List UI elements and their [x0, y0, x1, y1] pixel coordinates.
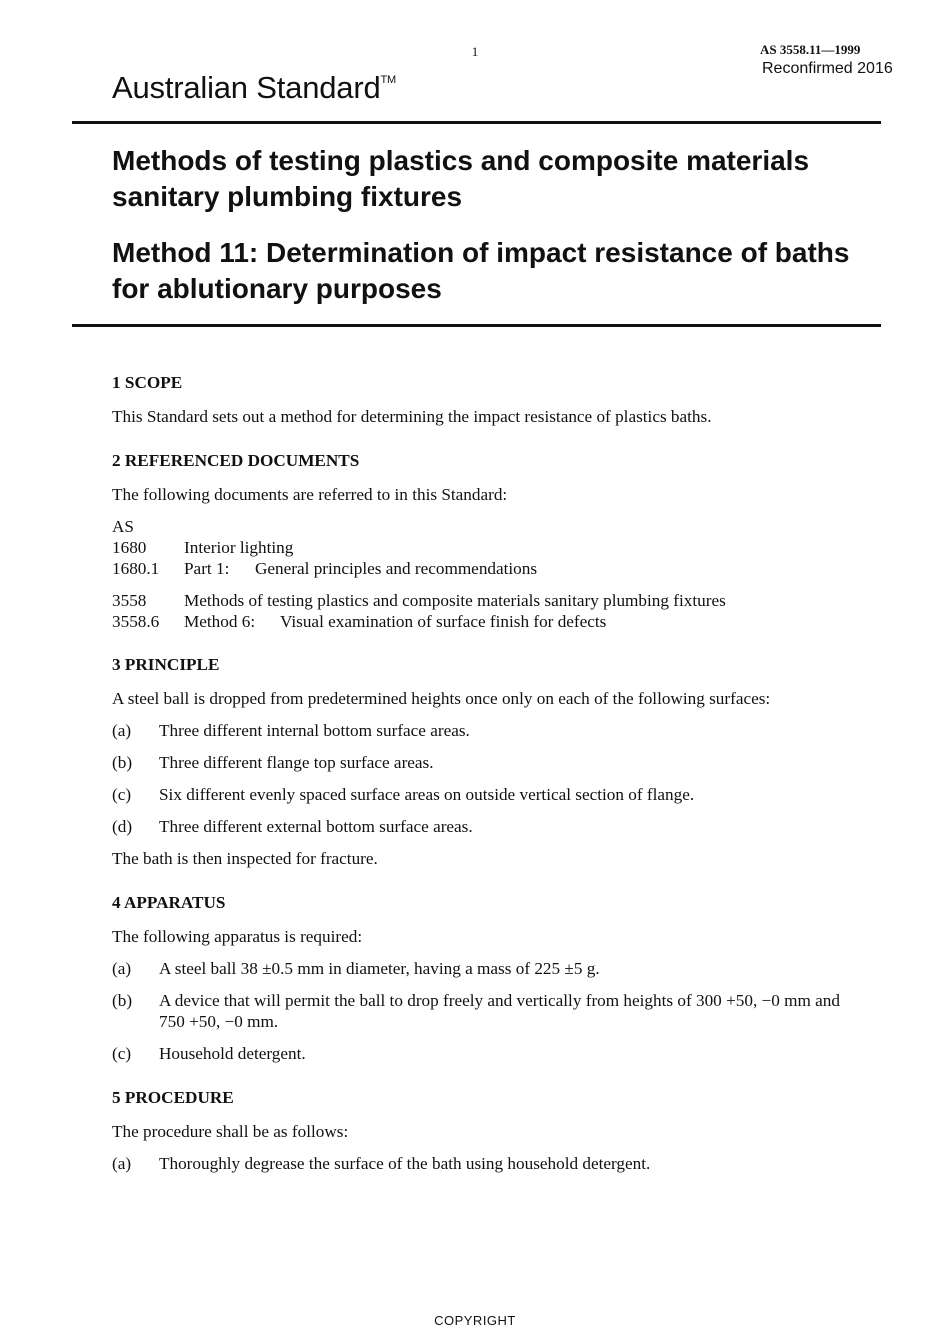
list-item-text: Three different flange top surface areas.: [159, 753, 434, 772]
list-item: [112, 720, 840, 741]
reference-title: Interior lighting: [184, 538, 294, 557]
list-item-text: Thoroughly degrease the surface of the bath using household detergent.: [159, 1154, 651, 1173]
list-item-label: (a): [112, 959, 132, 978]
scope-text: This Standard sets out a method for determining the impact resistance of plastics baths.: [112, 407, 712, 426]
list-item-text: Three different internal bottom surface areas.: [159, 721, 470, 740]
top-divider: [72, 121, 881, 124]
list-item-label: (a): [112, 1154, 132, 1173]
reference-row: [112, 537, 840, 558]
list-item: [112, 990, 840, 1032]
reference-row: [112, 611, 840, 632]
reference-row: [112, 558, 840, 579]
method-title: Method 11: Determination of impact resistance of baths for ablutionary purposes: [112, 237, 850, 304]
reference-title: Visual examination of surface finish for defects: [280, 612, 607, 631]
reference-prefix: AS: [112, 517, 134, 536]
list-item: [112, 784, 840, 805]
reference-part: Method 6:: [184, 612, 256, 631]
reference-title: Methods of testing plastics and composite materials sanitary plumbing fixtures: [184, 591, 726, 610]
list-item-label: (c): [112, 785, 132, 804]
brand-title: [112, 70, 396, 106]
trademark-mark: TM: [380, 73, 396, 86]
referenced-intro: The following documents are referred to in this Standard:: [112, 485, 508, 504]
reference-code: 3558.6: [112, 612, 160, 631]
reconfirmed-note: Reconfirmed 2016: [762, 60, 893, 77]
list-item: [112, 752, 840, 773]
section-heading-referenced: 2 REFERENCED DOCUMENTS: [112, 451, 360, 470]
list-item-text: A steel ball 38 ±0.5 mm in diameter, having a mass of 225 ±5 g.: [159, 959, 600, 978]
list-item-text: Household detergent.: [159, 1044, 306, 1063]
procedure-intro: The procedure shall be as follows:: [112, 1122, 349, 1141]
document-body: [112, 372, 840, 1185]
title-divider: [72, 324, 881, 327]
reference-list: [112, 516, 840, 632]
list-item: [112, 1153, 840, 1174]
standard-number: AS 3558.11—1999: [760, 42, 861, 57]
list-item: [112, 816, 840, 837]
reference-code: 3558: [112, 591, 147, 610]
copyright-notice: COPYRIGHT: [434, 1313, 516, 1328]
page-number: 1: [471, 44, 479, 59]
section-heading-apparatus: 4 APPARATUS: [112, 893, 226, 912]
list-item: [112, 958, 840, 979]
list-item-text: Three different external bottom surface areas.: [159, 817, 473, 836]
section-heading-scope: 1 SCOPE: [112, 373, 183, 392]
apparatus-intro: The following apparatus is required:: [112, 927, 363, 946]
list-item-text: Six different evenly spaced surface areas on outside vertical section of flange.: [159, 785, 695, 804]
document-title: Methods of testing plastics and composite materials sanitary plumbing fixtures: [112, 145, 810, 212]
section-heading-principle: 3 PRINCIPLE: [112, 655, 220, 674]
reference-row: [112, 590, 840, 611]
list-item-label: (a): [112, 721, 132, 740]
list-item: [112, 1043, 840, 1064]
list-item-label: (b): [112, 991, 133, 1010]
brand-name: Australian Standard: [112, 70, 381, 105]
reference-title: General principles and recommendations: [255, 559, 538, 578]
principle-intro: A steel ball is dropped from predetermined heights once only on each of the following surfaces:: [112, 689, 771, 708]
reference-code: 1680.1: [112, 559, 160, 578]
reference-part: Part 1:: [184, 559, 230, 578]
list-item-label: (b): [112, 753, 133, 772]
list-item-label: (d): [112, 817, 133, 836]
list-item-text: A device that will permit the ball to drop freely and vertically from heights of 300 +50, −0 mm and 750 +50, −0 mm.: [159, 991, 840, 1031]
list-item-label: (c): [112, 1044, 132, 1063]
reference-code: 1680: [112, 538, 147, 557]
section-heading-procedure: 5 PROCEDURE: [112, 1088, 234, 1107]
principle-outro: The bath is then inspected for fracture.: [112, 849, 378, 868]
